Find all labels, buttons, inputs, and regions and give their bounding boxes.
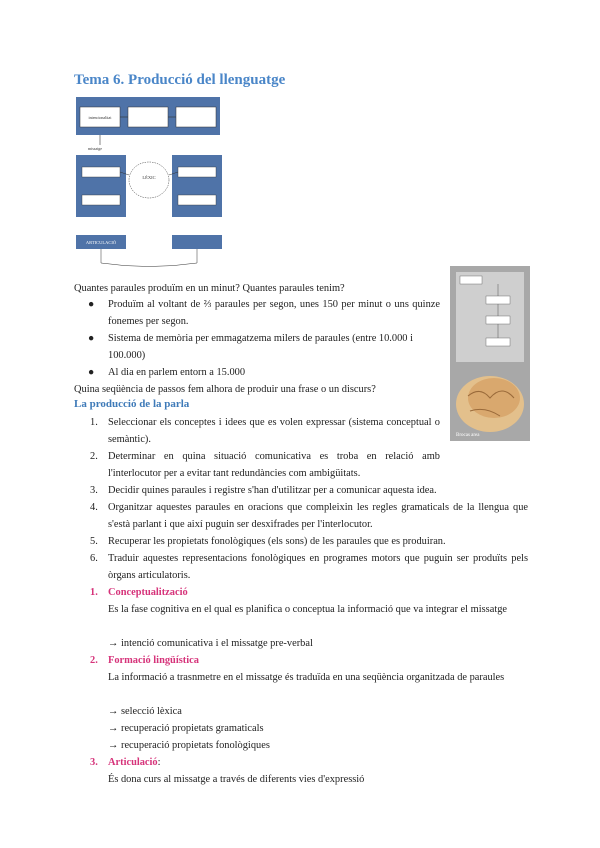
step-number: 4. [90, 502, 98, 513]
bullet-dot-3: ● [88, 367, 95, 378]
step-number: 3. [90, 485, 98, 496]
page-title: Tema 6. Producció del llenguatge [74, 72, 286, 88]
phase-line: La informació a trasnmetre en el missatge és traduïda en una seqüència organitzada de paraules [108, 672, 505, 683]
box-intencionalitat: intencionalitat [88, 115, 112, 120]
phase-line: Es la fase cognitiva en el qual es planifica o conceptua la informació que va integrar el missatge [108, 604, 508, 615]
lexicon-center: LÈXIC [142, 175, 156, 180]
brain-figure [450, 266, 530, 441]
phase-number: 3. [90, 757, 98, 768]
label-missatge: missatge [88, 146, 102, 151]
intro-question-2: Quina seqüència de passos fem alhora de produir una frase o un discurs? [74, 384, 376, 395]
phase-line: És dona curs al missatge a través de diferents vies d'expressió [108, 774, 365, 785]
phase-line: → intenció comunicativa i el missatge pre-verbal [108, 638, 313, 649]
step-text: Decidir quines paraules i registre s'han d'utilitzar per a comunicar aquesta idea. [108, 485, 437, 496]
step-text: Traduir aquestes representacions fonològiques en programes motors que puguin ser produïts pels òrgans articulatoris. [108, 553, 528, 581]
box-articulacio: ARTICULACIÓ [85, 240, 117, 245]
phase-line: → recuperació propietats fonològiques [108, 740, 270, 751]
bullet-3: Al dia en parlem entorn a 15.000 [108, 367, 246, 378]
phase-line: → selecció lèxica [108, 706, 182, 717]
bullet-2: Sistema de memòria per emmagatzema milers de paraules (entre 10.000 i 100.000) [108, 333, 413, 361]
step-text: Recuperar les propietats fonològiques (els sons) de les paraules que es produiran. [108, 536, 446, 547]
bullet-1: Produïm al voltant de ⅔ paraules per segon, unes 150 per minut o uns quinze fonemes per segon. [108, 299, 440, 327]
phase-title-wrap [108, 754, 161, 771]
brain-caption: Brocas area [456, 433, 480, 438]
step-text: Seleccionar els conceptes i idees que es volen expressar (sistema conceptual o semàntic). [108, 417, 440, 445]
phase-number: 1. [90, 587, 98, 598]
bullet-dot-2: ● [88, 333, 95, 344]
phase-line: → recuperació propietats gramaticals [108, 723, 264, 734]
step-number: 2. [90, 451, 98, 462]
phase-title: Articulació [108, 757, 158, 768]
step-text: Organitzar aquestes paraules en oracions que compleixin les regles gramaticals de la llengua que s'està parlant i que així puguin ser desxifrades per l'interlocutor. [108, 502, 528, 530]
intro-question-1: Quantes paraules produïm en un minut? Quantes paraules tenim? [74, 283, 345, 294]
phase-number: 2. [90, 655, 98, 666]
step-number: 5. [90, 536, 98, 547]
section-title: La producció de la parla [74, 398, 190, 410]
bullet-dot-1: ● [88, 299, 95, 310]
step-number: 6. [90, 553, 98, 564]
phase-title-suffix: : [157, 757, 161, 768]
step-number: 1. [90, 417, 98, 428]
production-model-diagram [74, 95, 224, 271]
phase-title: Conceptualització [108, 587, 188, 598]
phase-title: Formació lingüística [108, 655, 199, 666]
step-text: Determinar en quina situació comunicativa es troba en relació amb l'interlocutor per a evitar tant redundàncies com ambigüitats. [108, 451, 440, 479]
